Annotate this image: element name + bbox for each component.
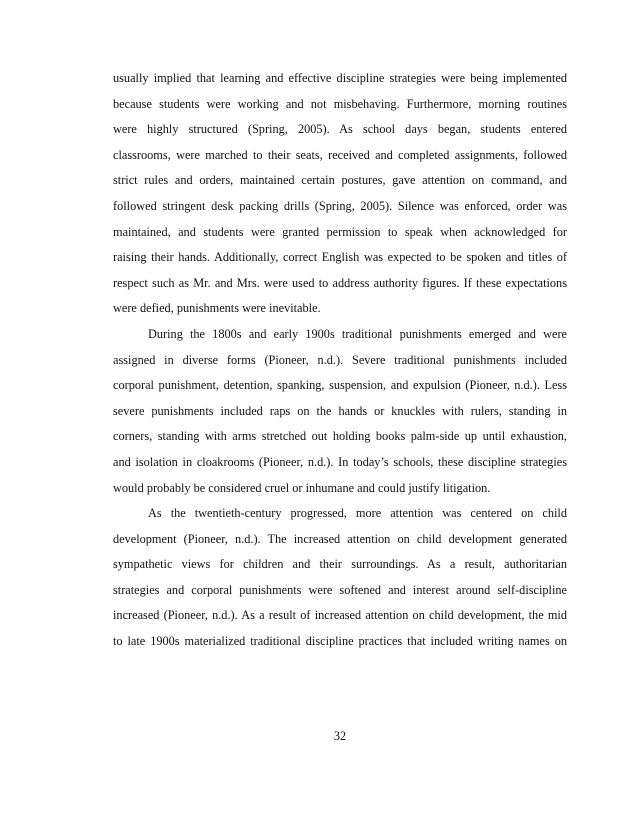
text-line: to late 1900s materialized traditional discipline practices that included writing names on bbox=[113, 634, 567, 649]
page-number: 32 bbox=[333, 729, 347, 743]
body-text bbox=[113, 66, 567, 655]
text-line: respect such as Mr. and Mrs. were used to address authority figures. If these expectations bbox=[113, 275, 567, 290]
text-line: and isolation in cloakrooms (Pioneer, n.d.). In today’s schools, these discipline strategies bbox=[113, 454, 567, 469]
text-line: strict rules and orders, maintained certain postures, gave attention on command, and bbox=[113, 173, 567, 188]
text-line: maintained, and students were granted permission to speak when acknowledged for bbox=[113, 224, 567, 239]
text-line: usually implied that learning and effective discipline strategies were being implemented bbox=[113, 71, 567, 85]
paragraph-start-line: As the twentieth-century progressed, more attention was centered on child bbox=[148, 506, 567, 521]
text-line: were defied, punishments were inevitable. bbox=[113, 301, 321, 316]
text-line: would probably be considered cruel or inhumane and could justify litigation. bbox=[113, 480, 491, 495]
text-line: strategies and corporal punishments were softened and interest around self-discipline bbox=[113, 582, 567, 597]
text-line: corners, standing with arms stretched out holding books palm-side up until exhaustion, bbox=[113, 429, 567, 444]
paragraph-start-line: During the 1800s and early 1900s traditional punishments emerged and were bbox=[148, 326, 567, 341]
text-line: classrooms, were marched to their seats, received and completed assignments, followed bbox=[113, 147, 567, 162]
text-line: increased (Pioneer, n.d.). As a result of increased attention on child development, the mid bbox=[113, 608, 567, 623]
text-line: because students were working and not misbehaving. Furthermore, morning routines bbox=[113, 96, 567, 111]
text-line: followed stringent desk packing drills (Spring, 2005). Silence was enforced, order was bbox=[113, 198, 567, 213]
text-line: development (Pioneer, n.d.). The increased attention on child development generated bbox=[113, 531, 567, 546]
text-line: sympathetic views for children and their surroundings. As a result, authoritarian bbox=[113, 557, 567, 572]
text-line: severe punishments included raps on the hands or knuckles with rulers, standing in bbox=[113, 403, 567, 418]
text-line: raising their hands. Additionally, correct English was expected to be spoken and titles of bbox=[113, 250, 567, 265]
text-line: were highly structured (Spring, 2005). As school days began, students entered bbox=[113, 122, 567, 137]
text-line: assigned in diverse forms (Pioneer, n.d.). Severe traditional punishments included bbox=[113, 352, 567, 367]
text-line: corporal punishment, detention, spanking, suspension, and expulsion (Pioneer, n.d.). Less bbox=[113, 378, 567, 393]
